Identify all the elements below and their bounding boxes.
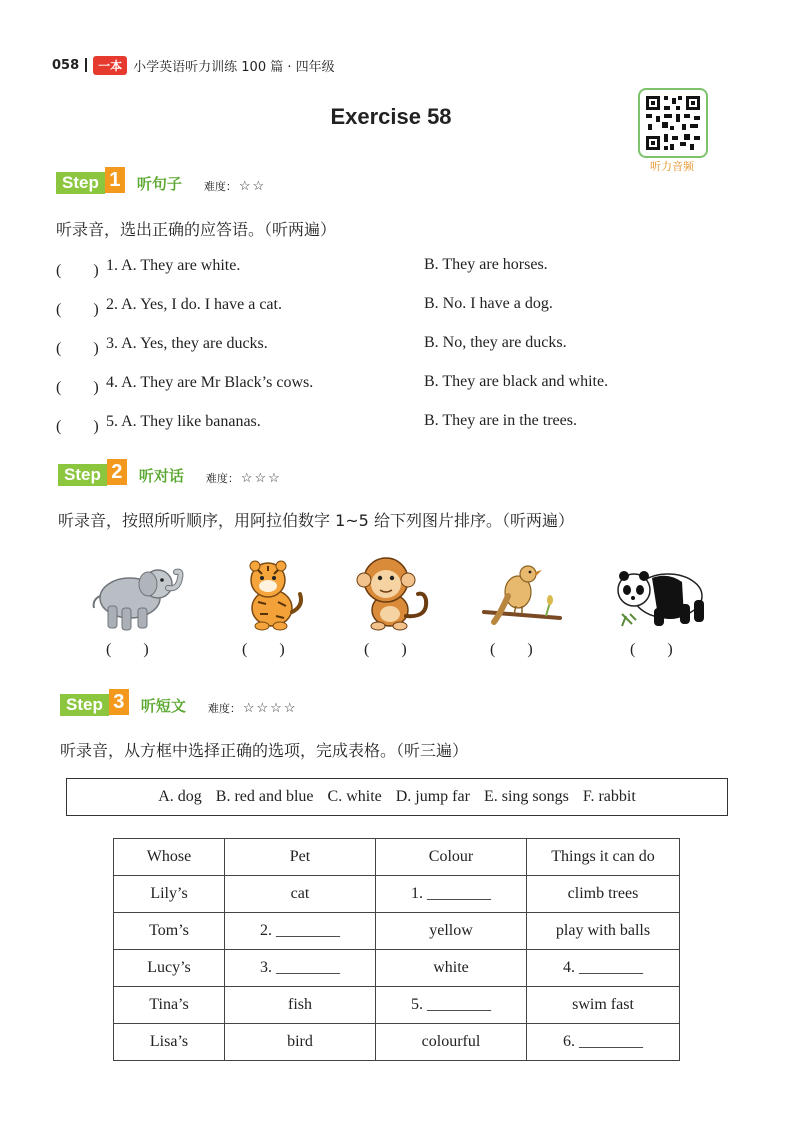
option-item: A. dog — [158, 788, 202, 805]
page-number: 058 — [52, 57, 80, 73]
difficulty-label: 难度： — [205, 472, 239, 485]
step-2-heading — [58, 461, 282, 486]
answer-paren[interactable]: ( ) — [56, 301, 99, 318]
header-divider — [85, 58, 87, 72]
answer-paren[interactable]: ( ) — [56, 262, 99, 279]
step-1-heading — [56, 169, 267, 194]
panda-icon — [612, 564, 708, 637]
table-cell: play with balls — [527, 913, 680, 950]
answer-paren[interactable]: ( ) — [56, 340, 99, 357]
step-word: Step — [56, 172, 105, 194]
question-row — [56, 296, 99, 319]
tiger-icon — [236, 556, 306, 637]
option-item: C. white — [327, 788, 382, 805]
step-1-instruction: 听录音，选出正确的应答语。（听两遍） — [56, 220, 337, 239]
option-item: E. sing songs — [483, 788, 569, 805]
step-1-badge — [56, 169, 125, 194]
option-b: B. No. I have a dog. — [424, 295, 553, 312]
step-number: 3 — [109, 689, 129, 715]
difficulty-label: 难度： — [207, 702, 241, 715]
question-row — [56, 257, 99, 280]
answer-table — [113, 838, 680, 1061]
qr-caption: 听力音频 — [650, 160, 694, 173]
table-row — [114, 950, 680, 987]
table-cell: fish — [225, 987, 376, 1024]
picture-answer-paren[interactable]: ( ) — [364, 641, 407, 658]
picture-answer-paren[interactable]: ( ) — [106, 641, 149, 658]
answer-paren[interactable]: ( ) — [56, 379, 99, 396]
picture-answer-paren[interactable]: ( ) — [242, 641, 285, 658]
option-b: B. No, they are ducks. — [424, 334, 567, 351]
brand-logo: 一本 — [93, 56, 127, 75]
step-number: 2 — [107, 459, 127, 485]
table-header-cell: Colour — [376, 839, 527, 876]
step-1-title: 听句子 — [136, 175, 182, 193]
answer-blank-cell[interactable]: 5. ________ — [376, 987, 527, 1024]
step-3-title: 听短文 — [140, 697, 186, 715]
option-a: 2. A. Yes, I do. I have a cat. — [106, 296, 282, 313]
step-word: Step — [58, 464, 107, 486]
question-row — [56, 335, 99, 358]
table-cell: Lisa’s — [114, 1024, 225, 1061]
answer-blank-cell[interactable]: 2. ________ — [225, 913, 376, 950]
picture-answer-paren[interactable]: ( ) — [490, 641, 533, 658]
table-header-cell: Whose — [114, 839, 225, 876]
option-b: B. They are black and white. — [424, 373, 609, 390]
step-2-title: 听对话 — [138, 467, 184, 485]
table-cell: Lily’s — [114, 876, 225, 913]
step-number: 1 — [105, 167, 125, 193]
table-row — [114, 1024, 680, 1061]
answer-blank-cell[interactable]: 1. ________ — [376, 876, 527, 913]
option-item: B. red and blue — [215, 788, 314, 805]
difficulty-stars: ☆☆ — [238, 178, 267, 193]
table-row — [114, 913, 680, 950]
table-cell: yellow — [376, 913, 527, 950]
picture-answer-paren[interactable]: ( ) — [630, 641, 673, 658]
monkey-icon — [356, 552, 432, 637]
book-title: 小学英语听力训练 100 篇 · 四年级 — [133, 59, 335, 75]
step-2-badge — [58, 461, 127, 486]
difficulty-stars: ☆☆☆☆ — [242, 700, 298, 715]
step-3-heading — [60, 691, 298, 716]
option-a: 3. A. Yes, they are ducks. — [106, 335, 268, 352]
option-b: B. They are horses. — [424, 256, 548, 273]
table-cell: Tina’s — [114, 987, 225, 1024]
difficulty-stars: ☆☆☆ — [240, 470, 282, 485]
question-row — [56, 374, 99, 397]
difficulty-label: 难度： — [203, 180, 237, 193]
page-header — [52, 54, 335, 76]
table-cell: white — [376, 950, 527, 987]
table-header-row — [114, 839, 680, 876]
table-cell: colourful — [376, 1024, 527, 1061]
table-cell: bird — [225, 1024, 376, 1061]
answer-blank-cell[interactable]: 6. ________ — [527, 1024, 680, 1061]
step-word: Step — [60, 694, 109, 716]
option-item: D. jump far — [395, 788, 470, 805]
answer-blank-cell[interactable]: 4. ________ — [527, 950, 680, 987]
answer-paren[interactable]: ( ) — [56, 418, 99, 435]
option-a: 1. A. They are white. — [106, 257, 241, 274]
option-a: 4. A. They are Mr Black’s cows. — [106, 374, 314, 391]
option-item: F. rabbit — [582, 788, 636, 805]
qr-code-icon[interactable] — [638, 88, 708, 158]
step-3-instruction: 听录音，从方框中选择正确的选项，完成表格。（听三遍） — [60, 741, 469, 760]
table-cell: climb trees — [527, 876, 680, 913]
page-title: Exercise 58 — [330, 104, 452, 129]
table-header-cell: Pet — [225, 839, 376, 876]
table-cell: cat — [225, 876, 376, 913]
answer-blank-cell[interactable]: 3. ________ — [225, 950, 376, 987]
step-3-badge — [60, 691, 129, 716]
question-row — [56, 413, 99, 436]
option-a: 5. A. They like bananas. — [106, 413, 261, 430]
table-row — [114, 876, 680, 913]
table-cell: Tom’s — [114, 913, 225, 950]
step-2-instruction: 听录音，按照所听顺序，用阿拉伯数字 1~5 给下列图片排序。（听两遍） — [58, 511, 574, 530]
bird-icon — [480, 556, 564, 637]
options-box — [66, 778, 728, 816]
elephant-icon — [82, 560, 186, 641]
table-header-cell: Things it can do — [527, 839, 680, 876]
table-cell: swim fast — [527, 987, 680, 1024]
table-cell: Lucy’s — [114, 950, 225, 987]
table-row — [114, 987, 680, 1024]
option-b: B. They are in the trees. — [424, 412, 577, 429]
